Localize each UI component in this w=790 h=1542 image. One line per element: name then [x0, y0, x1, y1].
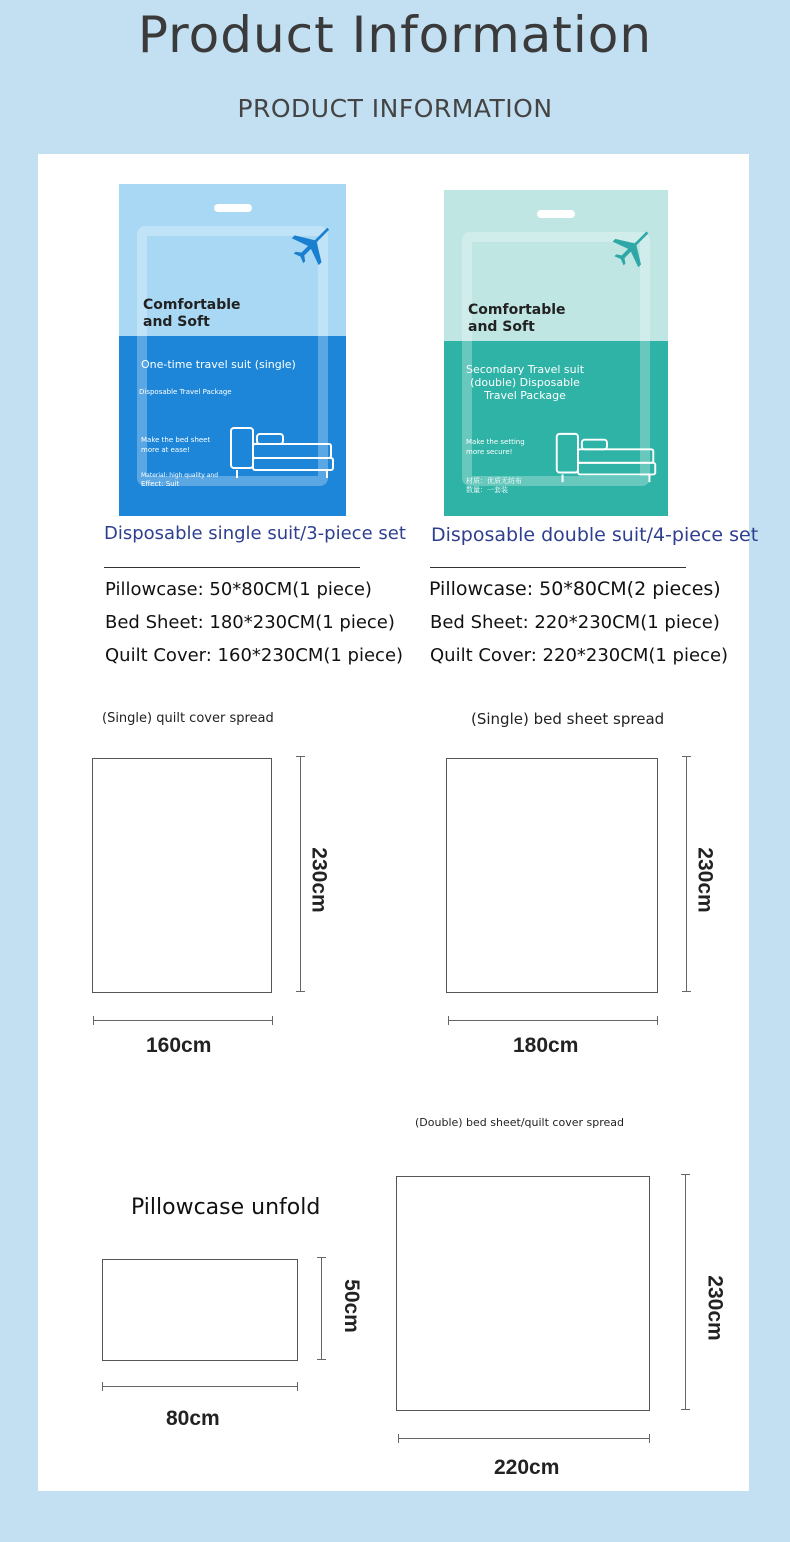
package-note: more at ease! — [141, 446, 190, 454]
single-spec-pillowcase: Pillowcase: 50*80CM(1 piece) — [105, 579, 372, 600]
height-dimension-line — [685, 1174, 686, 1410]
height-dimension-line — [686, 756, 687, 992]
package-headline: Comfortable — [468, 302, 566, 318]
package-name: Travel Package — [484, 389, 566, 402]
width-label: 160cm — [146, 1034, 212, 1057]
airplane-icon — [608, 226, 652, 270]
height-dimension-line — [321, 1257, 322, 1360]
width-dimension-line — [102, 1386, 298, 1387]
width-dimension-line — [93, 1020, 273, 1021]
package-name: Secondary Travel suit — [465, 363, 585, 376]
double-set-title: Disposable double suit/4-piece set — [431, 524, 759, 546]
single-package-image — [119, 184, 346, 516]
height-dimension-line — [300, 756, 301, 992]
package-subname: Disposable Travel Package — [139, 388, 232, 396]
double-spec-pillowcase: Pillowcase: 50*80CM(2 pieces) — [429, 578, 721, 600]
package-note: Make the bed sheet — [141, 436, 211, 444]
diagram-caption: (Single) quilt cover spread — [102, 711, 274, 726]
package-name: (double) Disposable — [470, 376, 580, 389]
single-set-title: Disposable single suit/3-piece set — [104, 523, 406, 544]
bed-sheet-outline — [446, 758, 658, 993]
bed-icon — [227, 424, 337, 482]
package-quantity: 数量：一套装 — [466, 486, 508, 494]
width-label: 220cm — [494, 1456, 560, 1479]
diagram-caption: Pillowcase unfold — [131, 1195, 321, 1220]
package-headline: and Soft — [143, 314, 210, 330]
width-label: 180cm — [513, 1034, 579, 1057]
package-headline: Comfortable — [143, 297, 241, 313]
diagram-caption: (Double) bed sheet/quilt cover spread — [415, 1116, 624, 1129]
bed-icon — [552, 430, 660, 486]
pillowcase-outline — [102, 1259, 298, 1361]
width-label: 80cm — [166, 1407, 220, 1430]
double-spread-outline — [396, 1176, 650, 1411]
width-dimension-line — [448, 1020, 658, 1021]
diagram-caption: (Single) bed sheet spread — [471, 710, 665, 728]
double-spec-quilt-cover: Quilt Cover: 220*230CM(1 piece) — [430, 645, 729, 666]
package-headline: and Soft — [468, 319, 535, 335]
height-label: 230cm — [693, 847, 717, 913]
height-label: 230cm — [703, 1275, 727, 1341]
page-title: Product Information — [137, 6, 653, 64]
double-package-image — [444, 190, 668, 516]
airplane-icon — [287, 222, 333, 268]
page-subtitle: PRODUCT INFORMATION — [237, 94, 553, 123]
width-dimension-line — [398, 1438, 650, 1439]
double-spec-bed-sheet: Bed Sheet: 220*230CM(1 piece) — [430, 612, 720, 633]
package-material: Material: high quality and — [141, 472, 219, 479]
package-note: more secure! — [466, 448, 513, 456]
single-spec-bed-sheet: Bed Sheet: 180*230CM(1 piece) — [105, 612, 395, 633]
package-material: 材质：优质无纺布 — [466, 477, 522, 485]
package-effect: Effect: Suit — [141, 480, 180, 488]
divider — [430, 567, 686, 568]
single-spec-quilt-cover: Quilt Cover: 160*230CM(1 piece) — [105, 645, 404, 666]
height-label: 230cm — [307, 847, 331, 913]
quilt-cover-outline — [92, 758, 272, 993]
height-label: 50cm — [339, 1279, 363, 1333]
package-note: Make the setting — [466, 438, 525, 446]
package-name: One-time travel suit (single) — [141, 358, 296, 371]
divider — [104, 567, 360, 568]
